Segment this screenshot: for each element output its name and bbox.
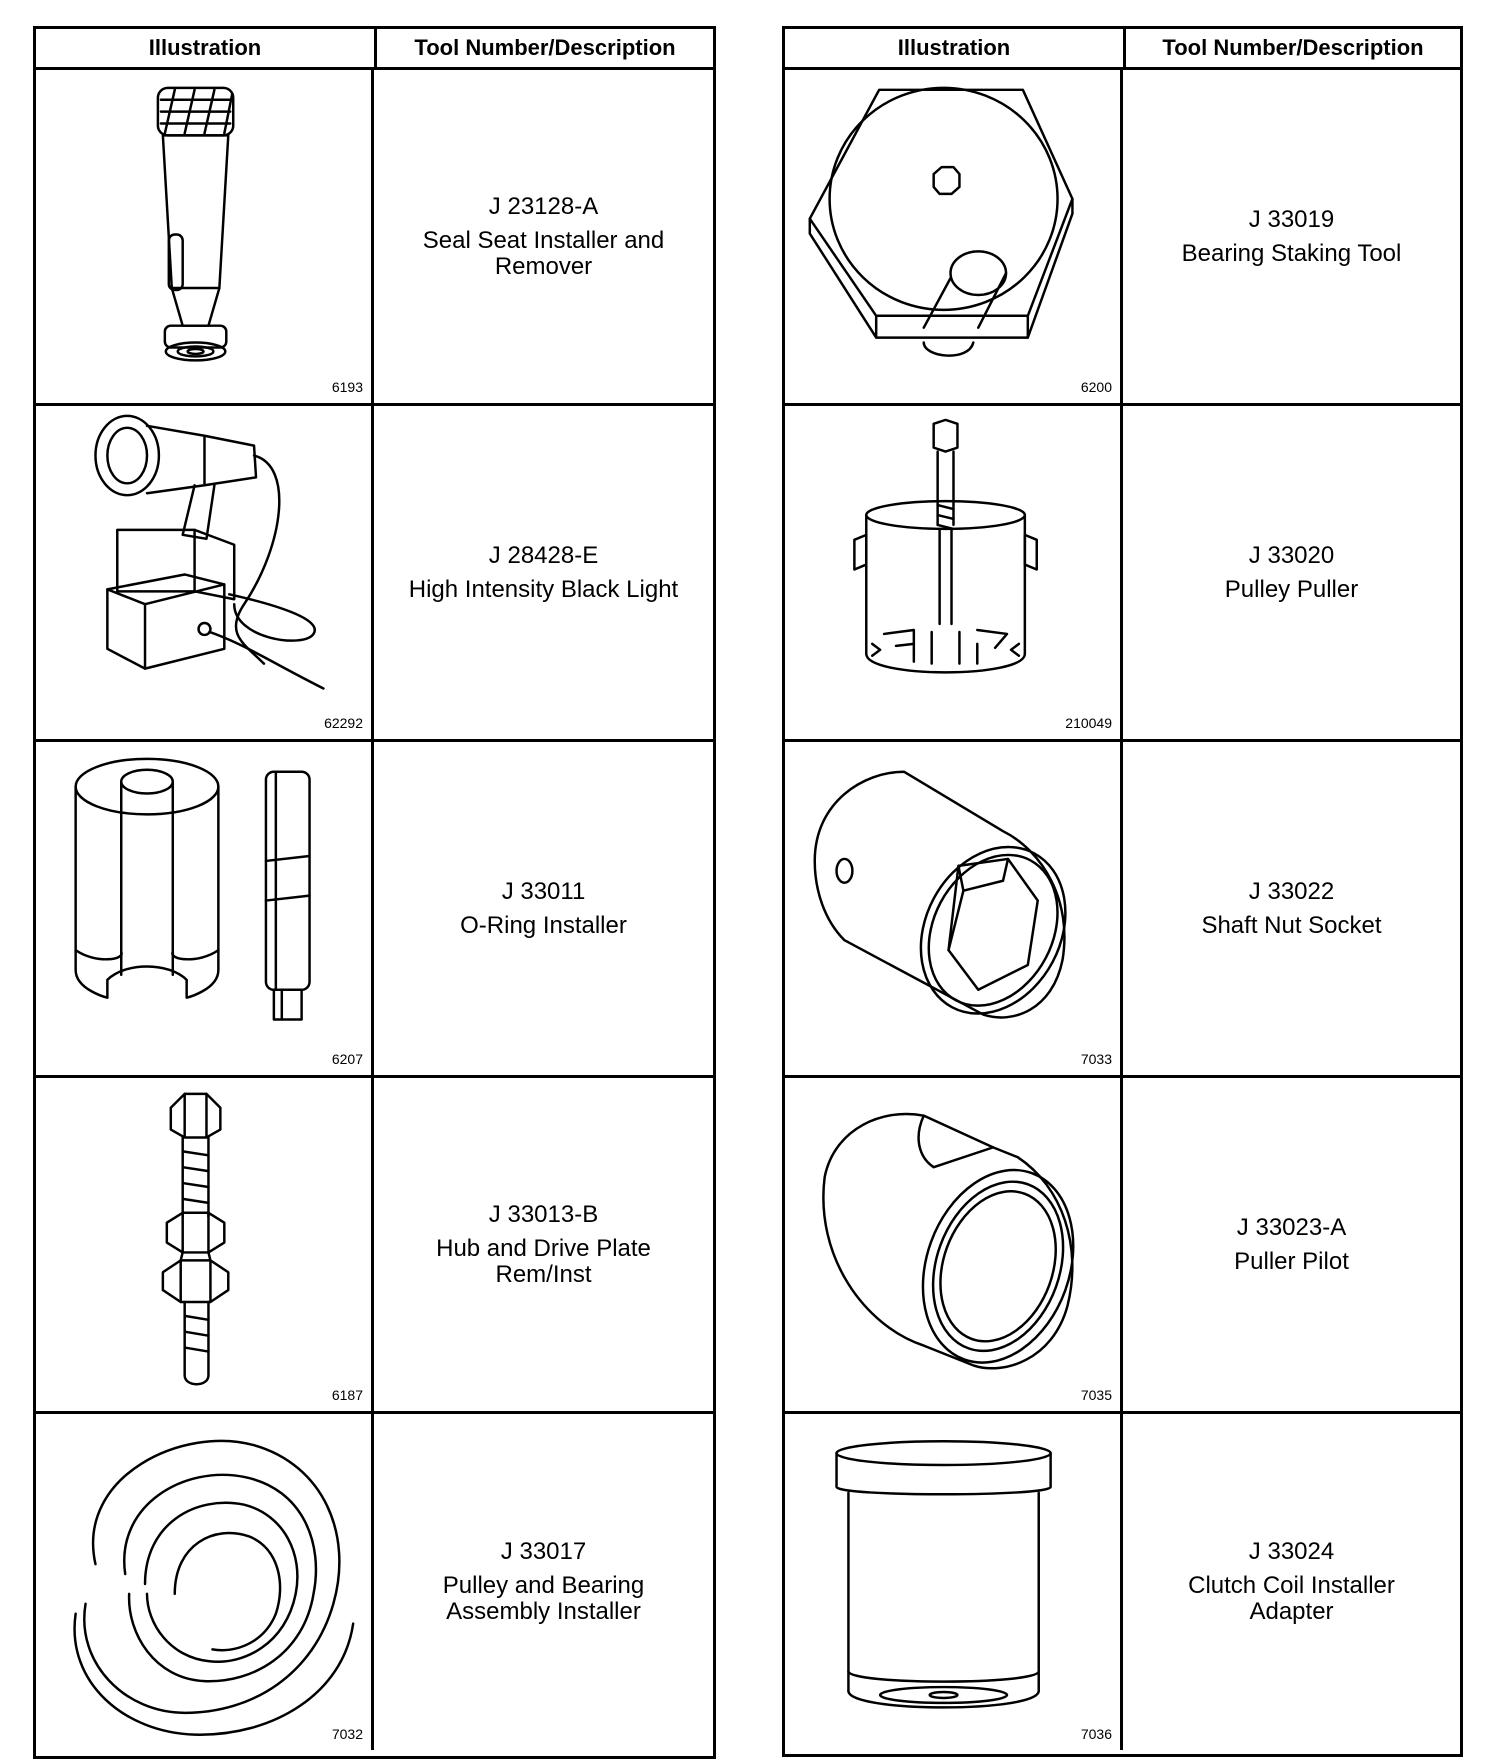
tool-name: Seal Seat Installer and Remover <box>422 226 665 280</box>
tool-number: J 23128-A <box>488 192 599 220</box>
tool-number: J 28428-E <box>488 541 599 569</box>
header-tool-description: Tool Number/Description <box>1162 35 1424 60</box>
table-row <box>785 406 1460 742</box>
tool-number: J 33019 <box>1248 205 1335 233</box>
tool-description-cell <box>374 742 713 1075</box>
tool-name: High Intensity Black Light <box>408 575 679 603</box>
pulley-puller-icon <box>785 406 1120 739</box>
pulley-bearing-installer-icon <box>36 1414 371 1750</box>
figure-number: 6193 <box>331 379 363 395</box>
tool-number: J 33023-A <box>1236 1213 1347 1241</box>
illustration-cell <box>36 406 374 739</box>
tool-description-cell <box>1123 742 1460 1075</box>
tool-number: J 33011 <box>501 877 586 905</box>
header-tool-description: Tool Number/Description <box>414 35 676 60</box>
table-row <box>785 1078 1460 1414</box>
illustration-cell <box>36 1414 374 1750</box>
illustration-cell <box>785 1078 1123 1411</box>
figure-number: 6207 <box>331 1051 363 1067</box>
illustration-cell <box>785 1414 1123 1750</box>
illustration-cell <box>36 1078 374 1411</box>
illustration-cell <box>785 742 1123 1075</box>
tool-description-cell <box>1123 406 1460 739</box>
tool-name: Shaft Nut Socket <box>1201 911 1382 939</box>
table-row <box>785 742 1460 1078</box>
header-illustration: Illustration <box>785 29 1126 67</box>
tool-description-cell <box>374 70 713 403</box>
figure-number: 62292 <box>324 715 363 731</box>
tool-description-cell <box>1123 70 1460 403</box>
figure-number: 6187 <box>331 1387 363 1403</box>
tool-name: Puller Pilot <box>1234 1247 1349 1275</box>
illustration-cell <box>36 742 374 1075</box>
clutch-coil-adapter-icon <box>785 1414 1120 1750</box>
tool-number: J 33022 <box>1248 877 1335 905</box>
seal-seat-installer-icon <box>36 70 371 403</box>
table-row <box>785 70 1460 406</box>
tool-description-cell <box>374 1414 713 1750</box>
illustration-cell <box>36 70 374 403</box>
hub-drive-plate-tool-icon <box>36 1078 371 1411</box>
table-row <box>36 70 713 406</box>
bearing-staking-tool-icon <box>785 70 1120 403</box>
tool-name: Clutch Coil Installer Adapter <box>1188 1572 1395 1625</box>
shaft-nut-socket-icon <box>785 742 1120 1075</box>
table-row <box>785 1414 1460 1750</box>
figure-number: 7035 <box>1080 1387 1112 1403</box>
table-header <box>785 29 1460 70</box>
tool-description-cell <box>1123 1078 1460 1411</box>
tool-number: J 33017 <box>500 1538 587 1565</box>
tool-name: O-Ring Installer <box>460 911 627 939</box>
tool-name: Bearing Staking Tool <box>1181 239 1402 267</box>
black-light-icon <box>36 406 371 739</box>
tool-name: Pulley Puller <box>1224 575 1359 603</box>
tool-name: Pulley and Bearing Assembly Installer <box>442 1572 645 1625</box>
tool-table-right <box>782 26 1463 1757</box>
figure-number: 7036 <box>1080 1726 1112 1742</box>
puller-pilot-icon <box>785 1078 1120 1411</box>
table-header <box>36 29 713 70</box>
table-row <box>36 742 713 1078</box>
tool-name: Hub and Drive Plate Rem/Inst <box>436 1234 651 1288</box>
tool-description-cell <box>1123 1414 1460 1750</box>
tool-number: J 33020 <box>1248 541 1335 569</box>
table-row <box>36 406 713 742</box>
header-illustration: Illustration <box>36 29 377 67</box>
table-row <box>36 1414 713 1750</box>
tool-number: J 33024 <box>1248 1538 1335 1565</box>
o-ring-installer-icon <box>36 742 371 1075</box>
figure-number: 7033 <box>1080 1051 1112 1067</box>
tool-description-cell <box>374 1078 713 1411</box>
tool-description-cell <box>374 406 713 739</box>
figure-number: 6200 <box>1080 379 1112 395</box>
figure-number: 210049 <box>1065 715 1112 731</box>
illustration-cell <box>785 406 1123 739</box>
illustration-cell <box>785 70 1123 403</box>
figure-number: 7032 <box>331 1726 363 1742</box>
table-row <box>36 1078 713 1414</box>
tool-number: J 33013-B <box>488 1200 599 1228</box>
tool-table-left <box>33 26 716 1759</box>
